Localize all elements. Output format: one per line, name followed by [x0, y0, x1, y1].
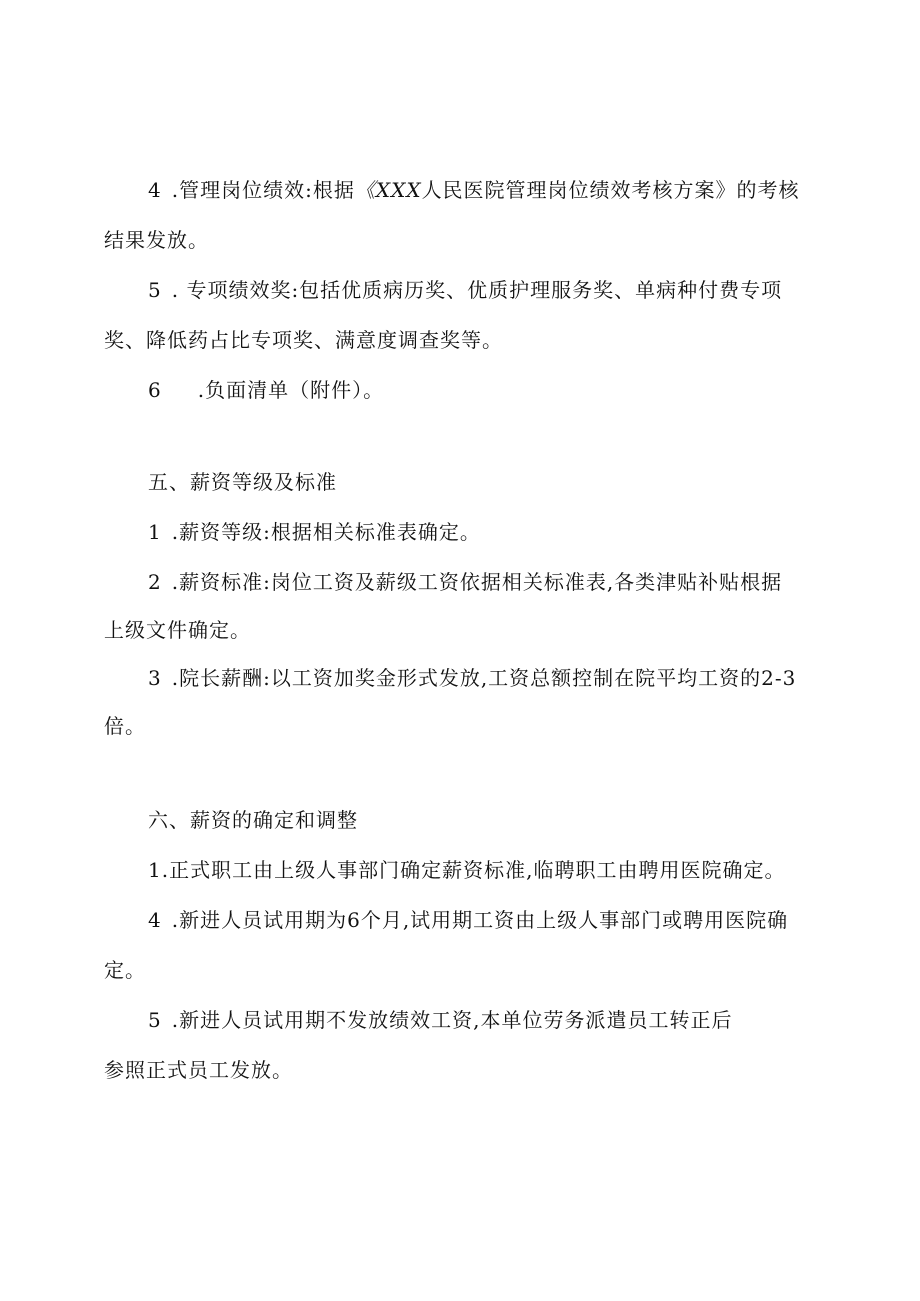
item-number: 5: [148, 1008, 162, 1032]
section-6-heading: 六、薪资的确定和调整: [148, 808, 358, 832]
item-4-line-2: 结果发放。: [104, 228, 209, 252]
item-text: .薪资标准:岗位工资及薪级工资依据相关标准表,各类津贴补贴根据: [171, 570, 783, 594]
section-5-item-1: [148, 518, 481, 546]
item-text: .新进人员试用期不发放绩效工资,本单位劳务派遣员工转正后: [171, 1008, 733, 1032]
item-6-line-1: [148, 376, 384, 404]
item-text: .院长薪酬:以工资加奖金形式发放,工资总额控制在院平均工资的2-3: [171, 666, 797, 690]
item-text-italic: 《XXX: [354, 178, 422, 202]
item-number: 1: [148, 520, 162, 544]
item-5-line-1: [148, 276, 782, 304]
section-5-item-2-line-1: [148, 568, 782, 596]
item-text: 人民医院管理岗位绩效考核方案》的考核: [421, 178, 800, 202]
item-text: .新进人员试用期为6个月,试用期工资由上级人事部门或聘用医院确: [171, 908, 789, 932]
section-5-item-3-line-1: [148, 664, 796, 692]
item-number: 6: [148, 378, 162, 402]
item-number: 2: [148, 570, 162, 594]
item-number: 3: [148, 666, 162, 690]
item-4-line-1: [148, 176, 800, 204]
section-5-item-3-line-2: 倍。: [104, 714, 146, 738]
item-number: 5: [148, 278, 162, 302]
section-6-item-4-line-1: [148, 906, 788, 934]
item-text: . 专项绩效奖:包括优质病历奖、优质护理服务奖、单病种付费专项: [171, 278, 783, 302]
item-text: .管理岗位绩效:根据: [171, 178, 355, 202]
item-number: 4: [148, 178, 162, 202]
section-5-heading: 五、薪资等级及标准: [148, 470, 337, 494]
item-number: 4: [148, 908, 162, 932]
item-text: .薪资等级:根据相关标准表确定。: [171, 520, 481, 544]
item-5-line-2: 奖、降低药占比专项奖、满意度调查奖等。: [104, 328, 503, 352]
item-text: .负面清单（附件）。: [197, 378, 385, 402]
section-6-item-5-line-1: [148, 1006, 732, 1034]
section-5-item-2-line-2: 上级文件确定。: [104, 618, 251, 642]
section-6-item-1: 1.正式职工由上级人事部门确定薪资标准,临聘职工由聘用医院确定。: [148, 858, 786, 882]
section-6-item-5-line-2: 参照正式员工发放。: [104, 1058, 293, 1082]
section-6-item-4-line-2: 定。: [104, 958, 146, 982]
